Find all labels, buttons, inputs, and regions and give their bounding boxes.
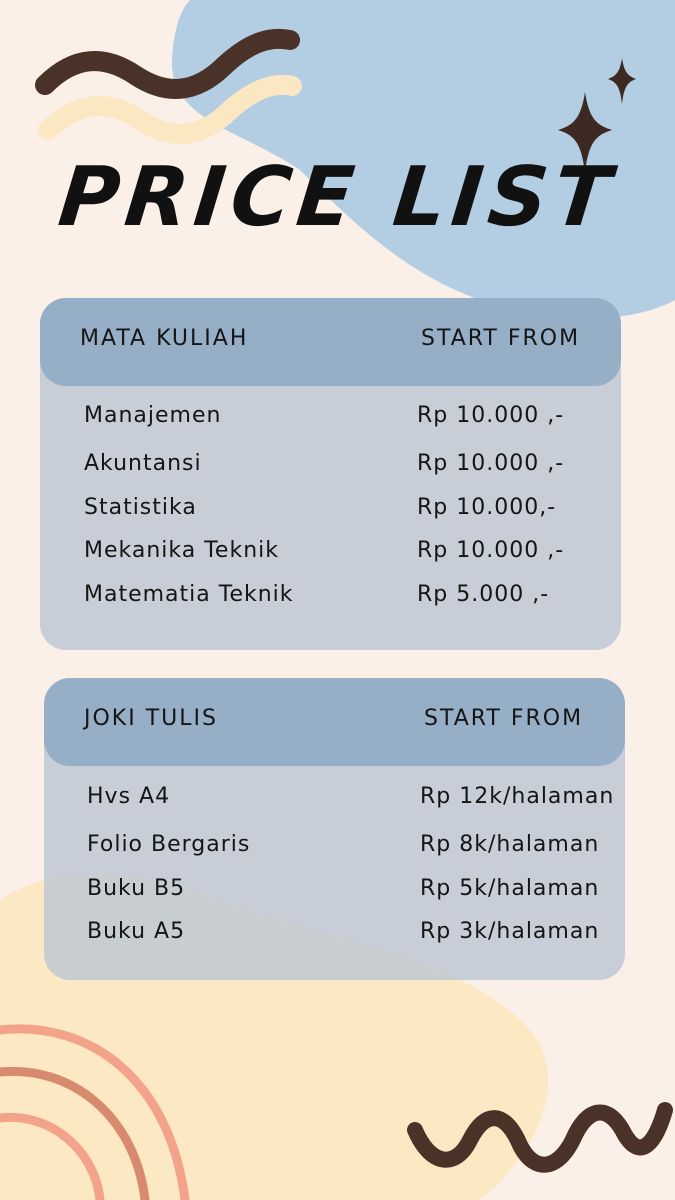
item-name: Akuntansi	[84, 451, 202, 476]
item-name: Manajemen	[84, 403, 222, 428]
item-name: Folio Bergaris	[87, 832, 251, 857]
item-name: Buku A5	[87, 919, 186, 944]
page-title: PRICE LIST	[54, 150, 621, 245]
item-price: Rp 10.000,-	[417, 495, 557, 520]
list-item	[40, 538, 621, 574]
item-price: Rp 3k/halaman	[420, 919, 600, 944]
price-card-joki-tulis	[44, 678, 625, 980]
item-name: Hvs A4	[87, 784, 171, 809]
list-item	[44, 832, 625, 868]
list-item	[40, 495, 621, 531]
item-price: Rp 10.000 ,-	[417, 403, 565, 428]
list-item	[40, 451, 621, 487]
card-header	[40, 298, 621, 386]
column-header-right: START FROM	[424, 706, 584, 731]
list-item	[40, 582, 621, 618]
item-price: Rp 8k/halaman	[420, 832, 600, 857]
item-price: Rp 12k/halaman	[420, 784, 615, 809]
list-item	[40, 403, 621, 439]
item-name: Matematia Teknik	[84, 582, 294, 607]
list-item	[44, 784, 625, 820]
price-card-mata-kuliah	[40, 298, 621, 650]
item-name: Buku B5	[87, 876, 186, 901]
item-price: Rp 5.000 ,-	[417, 582, 550, 607]
item-price: Rp 10.000 ,-	[417, 451, 565, 476]
list-item	[44, 919, 625, 955]
column-header-left: JOKI TULIS	[84, 706, 218, 731]
list-item	[44, 876, 625, 912]
item-name: Statistika	[84, 495, 197, 520]
card-header	[44, 678, 625, 766]
item-name: Mekanika Teknik	[84, 538, 280, 563]
item-price: Rp 5k/halaman	[420, 876, 600, 901]
column-header-right: START FROM	[421, 326, 581, 351]
column-header-left: MATA KULIAH	[80, 326, 249, 351]
item-price: Rp 10.000 ,-	[417, 538, 565, 563]
